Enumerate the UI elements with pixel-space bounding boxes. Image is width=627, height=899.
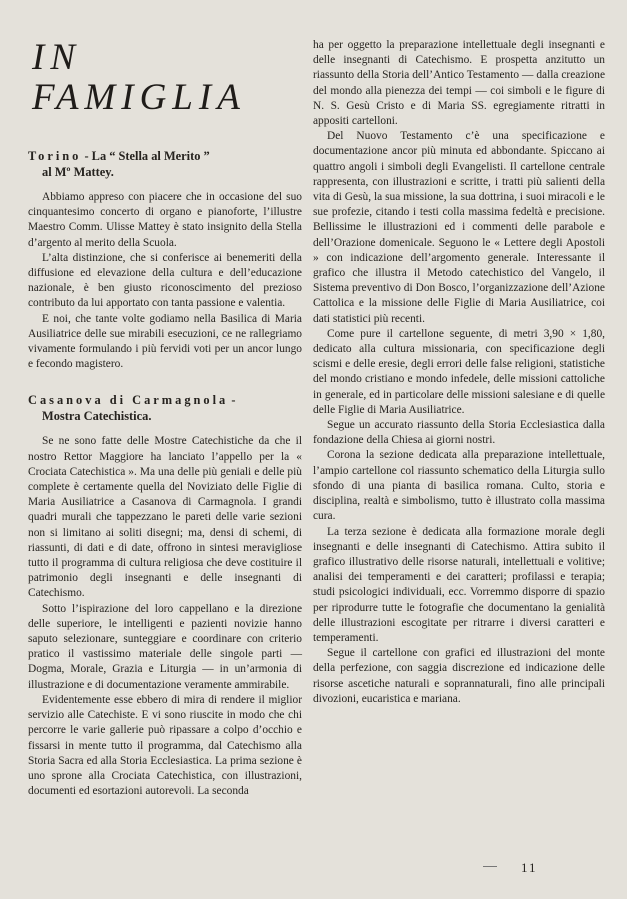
- paragraph: Come pure il cartellone seguente, di metri 3,90 × 1,80, dedicato alla cultura missionaria, con specificazione degli scismi e delle eresie, degli errori delle false religioni, statistiche del mondo cristiano e mondo infedele, delle missioni cattoliche in generale, ed in particolare delle missioni salesiane e di quelle delle Figlie di Maria Ausiliatrice.: [313, 327, 605, 416]
- page-number: 11: [521, 860, 538, 875]
- paragraph: Sotto l’ispirazione del loro cappellano e la direzione delle superiore, le intelligenti e pazienti novizie hanno saputo selezionare, sunteggiare e coordinare con criterio pratico il vastissimo materiale delle singole parti — Dogma, Morale, Grazia e Liturgia — in un’armonia di illustrazione e di documentazione veramente ammirabile.: [28, 602, 302, 691]
- left-column: [28, 30, 302, 799]
- paragraph: E noi, che tante volte godiamo nella Basilica di Maria Ausiliatrice delle sue mirabili esecuzioni, ce ne rallegriamo vivamente formulando i più fervidi voti per un ancor lungo e fecondo magistero.: [28, 312, 302, 371]
- paragraph: Segue un accurato riassunto della Storia Ecclesiastica dalla fondazione della Chiesa ai giorni nostri.: [313, 419, 605, 447]
- footer-rule: [483, 866, 497, 867]
- section-headline: -: [228, 393, 236, 408]
- section-headline-line2: Mostra Catechistica.: [42, 409, 152, 424]
- section-heading-torino: [28, 148, 302, 180]
- paragraph: Se ne sono fatte delle Mostre Catechistiche da che il nostro Rettor Maggiore ha lanciato l’appello per la « Crociata Catechistica ». Ma una delle più geniali e delle più complete è certamente quella del Noviziato delle Figlie di Maria Ausiliatrice a Casanova di Carmagnola. I grandi quadri murali che tappezzano le pareti delle varie sezioni non si limitano ai soliti disegni; ma, densi di schemi, di riassunti, di dati e di date, offrono in sintesi meravigliose tutto il programma di cultura religiosa che deve costituire il patrimonio degli insegnanti e delle insegnanti di Catechismo.: [28, 435, 302, 600]
- paragraph: Del Nuovo Testamento c’è una specificazione e documentazione ancor più minuta ed abbondante. Spiccano ai quattro angoli i simboli degli Evangelisti. Il cartellone centrale rappresenta, con illustrazioni e scritte, i tratti più salienti della vita di Gesù, la sua missione, la sua dottrina, i suoi miracoli e le sue profezie, citando i testi colla massima fedeltà e precisione. Bellissime le illustrazioni ed i commenti delle parabole e dell’Orazione domenicale. Seguono le « Lettere degli Apostoli » con indicazione dell’argomento generale. Interessante il grafico che illustra il Metodo catechistico del Vangelo, il Sistema preventivo di Don Bosco, l’organizzazione dell’Azione Cattolica e la missione delle Figlie di Maria Ausiliatrice, coi dati statistici più recenti.: [313, 130, 605, 325]
- paragraph: Evidentemente esse ebbero di mira di rendere il miglior servizio alle Catechiste. E vi sono riuscite in modo che chi percorre le varie gallerie può ripassare a colpo d’occhio e fissarsi in mente tutto il programma, dal Catechismo alla Storia Sacra ed alla Storia Ecclesiastica. La prima sezione è uno sprone alla Crociata Catechistica, con illustrazioni, documenti ed esortazioni autorevoli. La seconda: [28, 693, 302, 798]
- paragraph: L’alta distinzione, che si conferisce ai benemeriti della diffusione ed elevazione della cultura e dell’educazione nazionale, è ben giusto riconoscimento del prezioso contributo da lui apportato con tanta passione e valentia.: [28, 251, 302, 310]
- paragraph: Corona la sezione dedicata alla preparazione intellettuale, l’ampio cartellone col riassunto schematico della Liturgia sullo sfondo di una pianta di basilica romana. Culto, storia e disciplina, realtà e simbolismo, tutto è illustrato colla massima cura.: [313, 449, 605, 523]
- section-place: Casanova di Carmagnola: [28, 393, 229, 408]
- right-column: [313, 38, 605, 707]
- page-title: IN FAMIGLIA: [32, 37, 246, 118]
- section-heading-casanova: [28, 392, 302, 424]
- paragraph: Abbiamo appreso con piacere che in occasione del suo cinquantesimo concerto di organo e pianoforte, l’illustre Maestro Comm. Ulisse Mattey è stato insignito della Stella d’argento al merito della Scuola.: [28, 191, 302, 249]
- section-headline-line2: al Mº Mattey.: [42, 165, 114, 179]
- paragraph: Segue il cartellone con grafici ed illustrazioni del monte della perfezione, con saggia discrezione ed indicazione delle risorse ascetiche naturali e soprannaturali, fino alle principali divozioni, eucaristica e mariana.: [313, 647, 605, 705]
- paragraph: ha per oggetto la preparazione intellettuale degli insegnanti e delle insegnanti di Catechismo. E prospetta anzitutto un riassunto della Storia dell’Antico Testamento — dalla creazione del mondo alla pienezza dei tempi — coi simboli e le figure di N. S. Gesù Cristo e di Maria SS. egregiamente ritratti in appositi cartelloni.: [313, 39, 605, 128]
- section-headline: - La “ Stella al Merito ”: [81, 149, 210, 163]
- paragraph: La terza sezione è dedicata alla formazione morale degli insegnanti e delle insegnanti di Catechismo. Attira subito il grafico illustrativo delle risorse naturali, intellettuali e volitive; analisi dei temperamenti e dei caratteri; profilassi e terapia; studi psicologici individuali, ecc. Vorremmo disporre di spazio per riprodurre tutte le fotografie che documentano la genialità delle illustrazioni escogitate per ritrarre i diversi caratteri e temperamenti.: [313, 525, 605, 644]
- section-place: Torino: [28, 149, 82, 163]
